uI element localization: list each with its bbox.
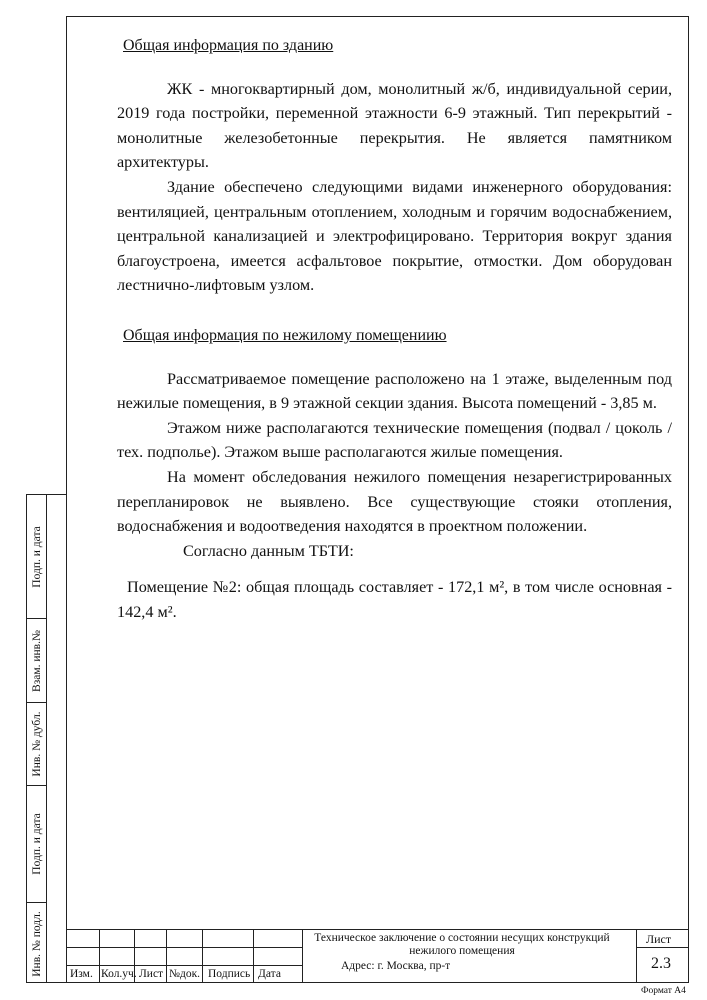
col-list: Лист [139,968,164,980]
paragraph: Согласно данным ТБТИ: [183,541,354,560]
side-stamp [26,494,66,983]
section-heading-building: Общая информация по зданию [123,37,334,54]
paragraph: Здание обеспечено следующими видами инженерного оборудования: вентиляцией, центральным отоплением, холодным и горячим водоснабжением, центральной канализацией и электрофицировано. Территория вокруг здания благоустроена, имеется асфальтовое покрытие, отмостки. Дом оборудован лестнично-лифтовым узлом. [117,177,672,295]
side-cell: Инв. № подл. [30,910,43,977]
side-cell: Подп. и дата [27,786,46,903]
paragraph: ЖК - многоквартирный дом, монолитный ж/б, индивидуальной серии, 2019 года постройки, переменной этажности 6-9 этажный. Тип перекрытий - монолитные железобетонные перекрытия. Не является памятником архитектуры. [117,79,672,172]
title-block [66,929,689,983]
paragraph: Этажом ниже располагаются технические помещения (подвал / цоколь / тех. подполье). Этажом выше располагаются жилые помещения. [117,418,672,462]
col-izm: Изм. [70,968,93,980]
paragraph: Помещение №2: общая площадь составляет - 172,1 м², в том числе основная - 142,4 м². [117,578,672,621]
paragraph: На момент обследования нежилого помещения незарегистрированных перепланировок не выявлено. Все существующие стояки отопления, водоснабжения и водоотведения находятся в проектном положении. [117,467,672,536]
address: Адрес: г. Москва, пр-т [341,960,451,972]
side-cell: Подп. и дата [27,495,46,619]
col-data: Дата [258,968,281,980]
col-podpis: Подпись [208,968,251,980]
document-body [117,30,672,624]
side-cell: Инв. № дубл. [27,703,46,786]
sheet-number: 2.3 [651,955,671,972]
format-label: Формат А4 [641,986,686,996]
document-title: Техническое заключение о состоянии несущих конструкций нежилого помещения [314,932,610,957]
section-heading-premises: Общая информация по нежилому помещениию [123,326,447,344]
col-ndok: №док. [169,968,201,980]
side-cell: Взам. инв.№ [27,619,46,703]
sheet-label: Лист [646,932,672,946]
paragraph: Рассматриваемое помещение расположено на 1 этаже, выделенным под нежилые помещения, в 9 этажной секции здания. Высота помещений - 3,85 м. [117,369,672,413]
col-kol-uch: Кол.уч. [101,968,137,980]
